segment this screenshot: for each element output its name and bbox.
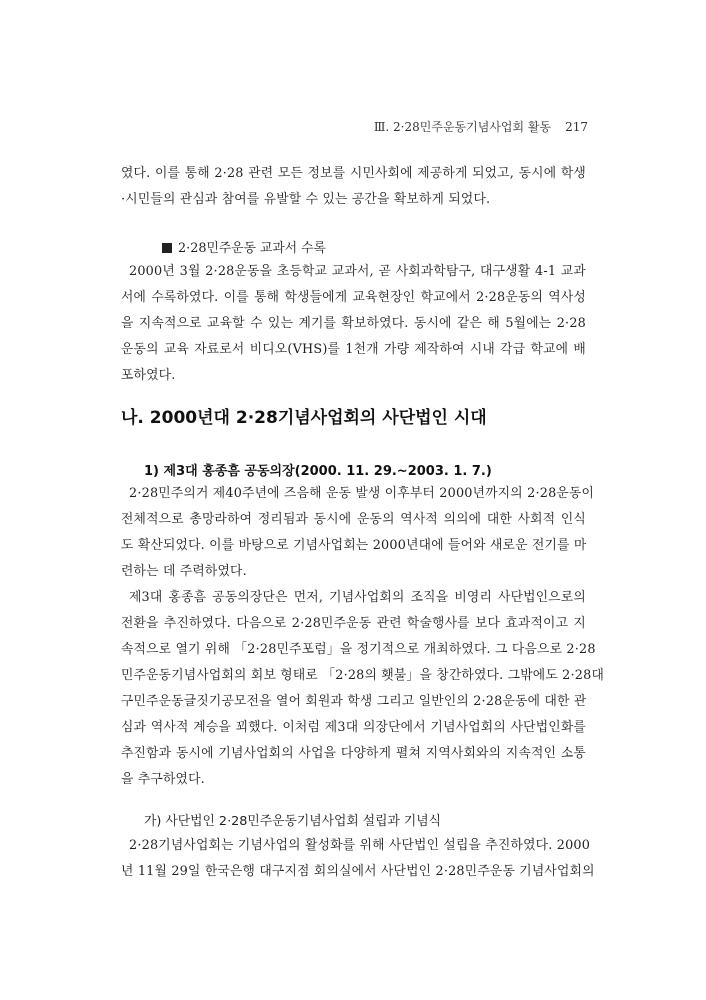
paragraph-line: 서에 수록하였다. 이를 통해 학생들에게 교육현장인 학교에서 2·28운동의 역사성 xyxy=(121,290,586,305)
bullet-heading xyxy=(162,237,326,256)
paragraph-line: 속적으로 열기 위해 「2·28민주포럼」을 정기적으로 개최하였다. 그 다음으로 2·28 xyxy=(121,642,596,657)
page-number: 217 xyxy=(565,120,588,134)
paragraph-line: 년 11월 29일 한국은행 대구지점 회의실에서 사단법인 2·28민주운동 기념사업회의 xyxy=(121,864,595,879)
paragraph-line: 전체적으로 총망라하여 정리됨과 동시에 운동의 역사적 의의에 대한 사회적 인식 xyxy=(121,512,586,527)
running-header xyxy=(374,118,588,135)
paragraph-line: 운동의 교육 자료로서 비디오(VHS)를 1천개 가량 제작하여 시내 각급 학교에 배 xyxy=(121,342,586,357)
subsection-heading: 1) 제3대 홍종흠 공동의장(2000. 11. 29.~2003. 1. 7.) xyxy=(144,464,492,479)
paragraph-line: 2000년 3월 2·28운동을 초등학교 교과서, 곧 사회과학탐구, 대구생활 4-1 교과 xyxy=(129,264,586,279)
paragraph-line: 심과 역사적 계승을 꾀했다. 이처럼 제3대 의장단에서 기념사업회의 사단법인화를 xyxy=(121,720,586,735)
paragraph-line: 도 확산되었다. 이를 바탕으로 기념사업회는 2000년대에 들어와 새로운 전기를 마 xyxy=(121,538,587,553)
paragraph-line: 2·28기념사업회는 기념사업의 활성화를 위해 사단법인 설립을 추진하였다. 2000 xyxy=(129,838,591,853)
paragraph-line: 련하는 데 주력하였다. xyxy=(121,564,247,579)
paragraph-line: 포하였다. xyxy=(121,368,176,383)
sub-subsection-heading: 가) 사단법인 2·28민주운동기념사업회 설립과 기념식 xyxy=(144,814,441,829)
paragraph-line: 추진함과 동시에 기념사업회의 사업을 다양하게 펼쳐 지역사회와의 지속적인 소통 xyxy=(121,746,586,761)
paragraph-line: 2·28민주의거 제40주년에 즈음해 운동 발생 이후부터 2000년까지의 2·28운동이 xyxy=(129,486,595,501)
header-section-title: Ⅲ. 2·28민주운동기념사업회 활동 xyxy=(373,120,552,134)
paragraph-line: 을 추구하였다. xyxy=(121,772,205,787)
paragraph-line: 였다. 이를 통해 2·28 관련 모든 정보를 시민사회에 제공하게 되었고, 동시에 학생 xyxy=(121,166,586,181)
section-heading: 나. 2000년대 2·28기념사업회의 사단법인 시대 xyxy=(121,408,487,428)
paragraph-line: ·시민들의 관심과 참여를 유발할 수 있는 공간을 확보하게 되었다. xyxy=(121,192,491,207)
bullet-heading-text: 2·28민주운동 교과서 수록 xyxy=(178,241,326,256)
paragraph-line: 을 지속적으로 교육할 수 있는 계기를 확보하였다. 동시에 같은 해 5월에는 2·28 xyxy=(121,316,586,331)
paragraph-line: 구민주운동글짓기공모전을 열어 회원과 학생 그리고 일반인의 2·28운동에 대한 관 xyxy=(121,694,587,709)
square-bullet-icon xyxy=(162,243,172,253)
paragraph-line: 민주운동기념사업회의 회보 형태로 「2·28의 횃불」을 창간하였다. 그밖에도 2·28대 xyxy=(121,668,605,683)
paragraph-line: 제3대 홍종흠 공동의장단은 먼저, 기념사업회의 조직을 비영리 사단법인으로의 xyxy=(129,590,586,605)
paragraph-line: 전환을 추진하였다. 다음으로 2·28민주운동 관련 학술행사를 보다 효과적이고 지 xyxy=(121,616,586,631)
